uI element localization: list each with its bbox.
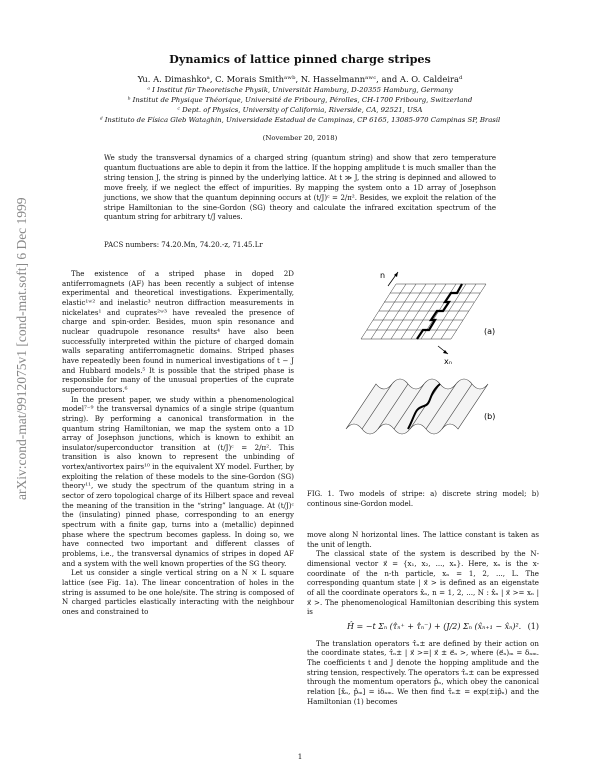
arxiv-stamp: arXiv:cond-mat/9912075v1 [cond-mat.soft] 6 Dec 1999 — [14, 197, 29, 500]
sine-gordon-surface — [346, 379, 488, 434]
date-line: (November 20, 2018) — [262, 134, 338, 142]
author-list: Yu. A. Dimashkoᵃ, C. Morais Smithᵃʷᵇ, N. Hasselmannᵃʷᶜ, and A. O. Caldeiraᵈ — [137, 74, 463, 84]
axis-x-label: xₙ — [444, 357, 452, 366]
figure-1-drawing — [336, 264, 506, 464]
figure-1 — [336, 264, 506, 464]
label-a: (a) — [484, 327, 496, 336]
abstract: We study the transversal dynamics of a charged string (quantum string) and show that zero temperature quantum fluctuations are able to depin it from the lattice. If the hopping amplitude t is much smaller than the string tension J, the string is pinned by the underlying lattice. At t ≫ J, the string is depinned and allowed to move freely, if we neglect the effect of impurities. By mapping the system onto a 1D array of Josephson junctions, we show that the quantum depinning occurs at (t/J)ᶜ = 2/π². Besides, we exploit the relation of the stripe Hamiltonian to the sine-Gordon (SG) theory and calculate the infrared excitation spectrum of the quantum string for arbitrary t/J values. — [104, 154, 496, 222]
hamiltonian-equation: Ĥ = −t Σₙ (τ̂ₙ⁺ + τ̂ₙ⁻) + (J/2) Σₙ (x̂ₙ₊₁ − x̂ₙ)². — [347, 621, 522, 631]
page-number: 1 — [297, 752, 303, 761]
equation-1 — [307, 622, 539, 632]
pacs-numbers: PACS numbers: 74.20.Mn, 74.20.-z, 71.45.Lr — [104, 241, 263, 249]
paragraph-translation-operators: The translation operators τ̂ₙ± are defined by their action on the coordinate states, τ̂ₙ± | x⃗ >=| x⃗ ± e⃗ₙ >, where (e⃗ₙ)ₘ = δₙₘ. The coefficients t and J denote the hopping amplitude and the string tension, respectively. The operators τ̂ₙ± can be expressed through the momentum operators p̂ₙ, which obey the canonical relation [x̂ₙ, p̂ₘ] = iδₙₘ. We then find τ̂ₙ± = exp(±ip̂ₙ) and the Hamiltonian (1) becomes — [307, 638, 539, 706]
paragraph-classical-state: The classical state of the system is described by the N-dimensional vector x⃗ = {x₁, x₂, ..., xₙ}. Here, xₙ is the x-coordinate of the n-th particle, xₙ = 1, 2, ..., L. The corresponding quantum state | x⃗ > is defined as an eigenstate of all the coordinate operators x̂ₙ, n = 1, 2, ..., N : x̂ₙ | x⃗ >= xₙ | x⃗ >. The phenomenological Hamiltonian describing this system is — [307, 549, 539, 617]
figure-1-caption: FIG. 1. Two models of stripe: a) discrete string model; b) continous sine-Gordon model. — [307, 490, 539, 508]
label-b: (b) — [484, 412, 496, 421]
equation-number: (1) — [527, 621, 539, 631]
paper-title: Dynamics of lattice pinned charge stripes — [169, 52, 431, 66]
affiliation-b: ᵇ Institut de Physique Théorique, Université de Fribourg, Pérolles, CH-1700 Fribourg, Switzerland — [127, 96, 473, 104]
discrete-string — [417, 284, 462, 339]
left-column — [62, 269, 294, 617]
affiliation-c: ᶜ Dept. of Physics, University of California, Riverside, CA, 92521, USA — [177, 106, 423, 114]
affiliation-d: ᵈ Instituto de Física Gleb Wataghin, Universidade Estadual de Campinas, CP 6165, 13085-970 Campinas SP, Brasil — [99, 116, 501, 124]
right-column — [307, 530, 539, 706]
axis-n-label: n — [380, 271, 386, 280]
affiliation-a: ᵃ I Institut für Theoretische Physik, Universität Hamburg, D-20355 Hamburg, Germany — [147, 86, 453, 94]
paragraph-intro: The existence of a striped phase in doped 2D antiferromagnets (AF) has been recently a subject of intense experimental and theoretical investigations. Experimentally, elastic¹ʷ² and inelastic³ neutron diffraction measurements in nickelates¹ and cuprates²ʷ³ have revealed the presence of charge and spin-order. Besides, muon spin resonance and nuclear quadrupole resonance results⁴ have also been successfully interpreted within the picture of charged domain walls separating antiferromagnetic domains. Striped phases have repeatedly been found in numerical investigations of t − J and Hubbard models.⁵ It is possible that the striped phase is responsible for many of the unusual properties of the cuprate superconductors.⁶ — [62, 269, 294, 394]
paragraph-model: Let us consider a single vertical string on a N × L square lattice (see Fig. 1a). The linear concentration of holes in the string is assumed to be one hole/site. The string is composed of N charged particles elastically interacting with the neighbour ones and constrained to — [62, 568, 294, 616]
paragraph-continuation: move along N horizontal lines. The lattice constant is taken as the unit of length. — [307, 530, 539, 549]
paragraph-present-paper: In the present paper, we study within a phenomenological model⁷⁻⁹ the transversal dynamics of a single stripe (quantum string). By performing a canonical transformation in the quantum string Hamiltonian, we map the system onto a 1D array of Josephson junctions, which is known to exhibit an insulator/superconductor transition at (t/J)ᶜ = 2/π². This transition is also known to represent the unbinding of vortex/antivortex pairs¹⁰ in the equivalent XY model. Further, by exploiting the relation of these models to the sine-Gordon (SG) theory¹¹, we study the spectrum of the quantum string in a sector of zero topological charge of its Hilbert space and reveal the meaning of the transition in the “string” language. At (t/J)ᶜ the (insulating) pinned phase, corresponding to an energy spectrum with a finite gap, turns into a (metallic) depinned phase where the spectrum becomes gapless. In doing so, we have connected two important and different classes of problems, i.e., the transversal dynamics of stripes in doped AF and a system with the well known properties of the SG theory. — [62, 394, 294, 568]
